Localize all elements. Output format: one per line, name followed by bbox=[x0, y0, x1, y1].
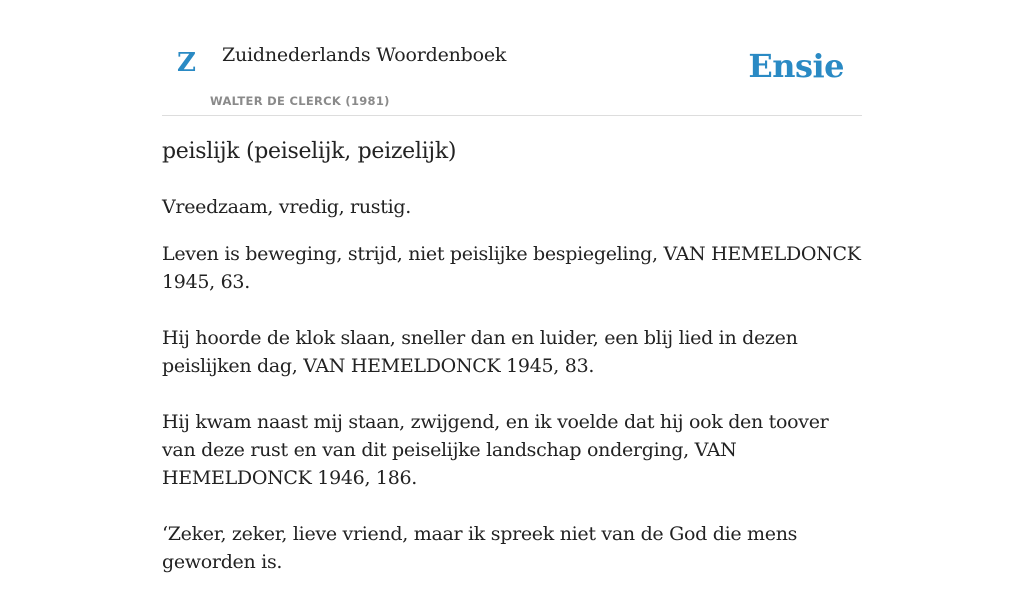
example-quote: Hij kwam naast mij staan, zwijgend, en ik voelde dat hij ook den toover van deze rust en van dit peiselijke landschap onderging, VAN HEMELDONCK 1946, 186. bbox=[162, 411, 829, 489]
dictionary-author: WALTER DE CLERCK (1981) bbox=[210, 94, 390, 108]
dictionary-title[interactable]: Zuidnederlands Woordenboek bbox=[222, 44, 507, 66]
page bbox=[162, 0, 862, 573]
example-quote: Leven is beweging, strijd, niet peislijke bespiegeling, VAN HEMELDONCK 1945, 63. bbox=[162, 243, 861, 293]
example-list bbox=[162, 240, 862, 604]
example-quote: Hij hoorde de klok slaan, sneller dan en luider, een blij lied in dezen peislijken dag, VAN HEMELDONCK 1945, 83. bbox=[162, 327, 798, 377]
dictionary-logo[interactable]: Z bbox=[177, 48, 196, 78]
ensie-logo[interactable]: Ensie bbox=[748, 47, 844, 85]
entry-definition: Vreedzaam, vredig, rustig. bbox=[162, 196, 411, 218]
entry-headword: peislijk (peiselijk, peizelijk) bbox=[162, 139, 457, 164]
example-quote: ‘Zeker, zeker, lieve vriend, maar ik spreek niet van de God die mens geworden is. bbox=[162, 523, 798, 573]
dictionary-header bbox=[162, 0, 862, 116]
